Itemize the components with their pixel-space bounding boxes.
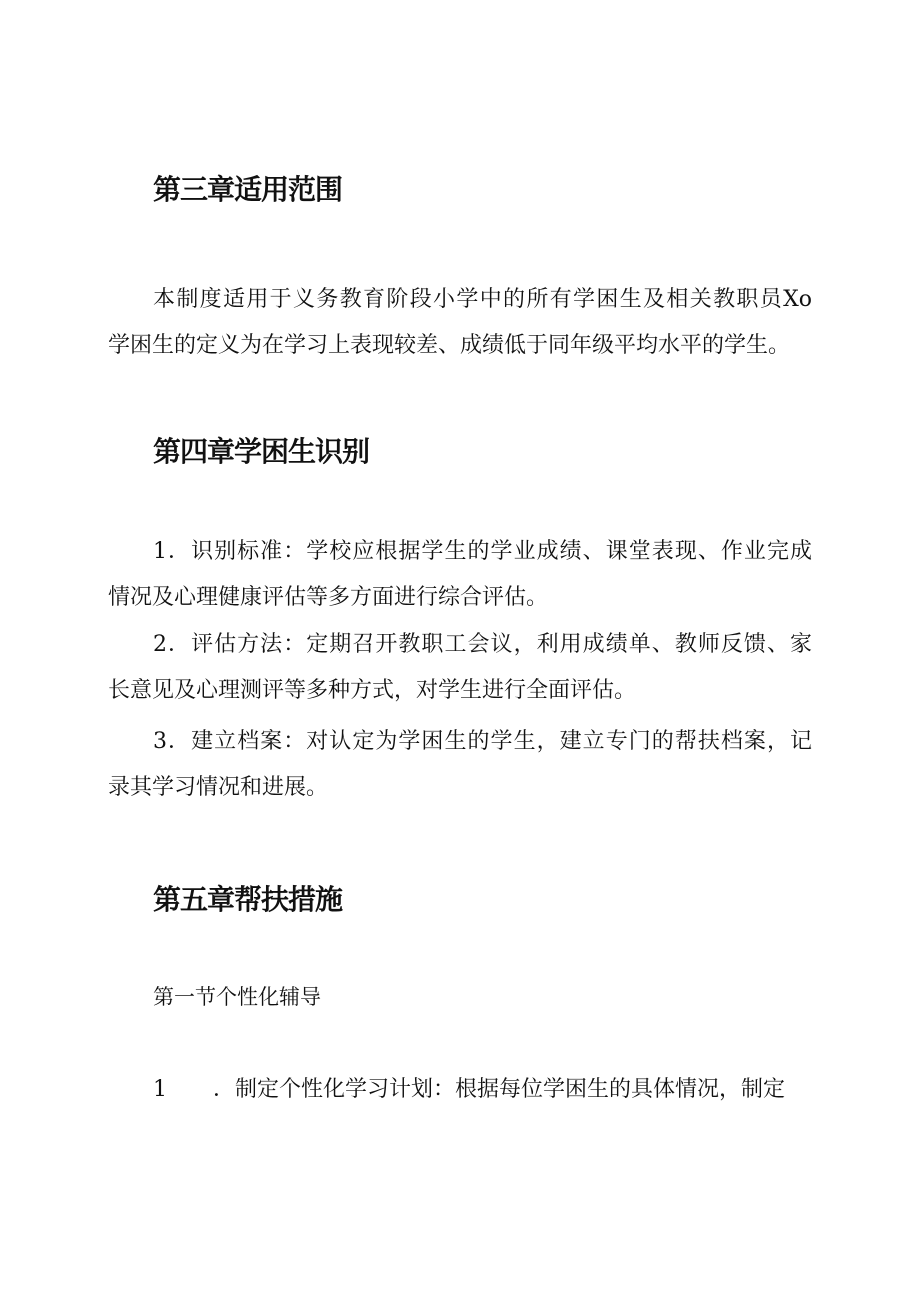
paragraph-line: 本制度适用于义务教育阶段小学中的所有学困生及相关教职员Xo	[153, 287, 812, 312]
list-item-line: 1．识别标准：学校应根据学生的学业成绩、课堂表现、作业完成	[153, 539, 812, 564]
list-item-line: 3．建立档案：对认定为学困生的学生，建立专门的帮扶档案，记	[153, 729, 812, 754]
chapter-3-paragraph	[108, 277, 812, 369]
list-item-line: 长意见及心理测评等多种方式，对学生进行全面评估。	[108, 678, 637, 703]
chapter-4-item-2	[108, 622, 812, 714]
item-text: ．制定个性化学习计划：根据每位学困生的具体情况，制定	[213, 1077, 786, 1102]
section-1-item-1	[153, 1075, 812, 1105]
item-number: 1	[153, 1077, 167, 1102]
list-item-line: 情况及心理健康评估等多方面进行综合评估。	[108, 585, 549, 610]
list-item-line: 录其学习情况和进展。	[108, 775, 329, 800]
paragraph-line: 学困生的定义为在学习上表现较差、成绩低于同年级平均水平的学生。	[108, 333, 791, 358]
chapter-3-title: 第三章适用范围	[153, 173, 343, 206]
chapter-4-item-3	[108, 719, 812, 811]
list-item-line: 2．评估方法：定期召开教职工会议，利用成绩单、教师反馈、家	[153, 632, 812, 657]
section-1-title: 第一节个性化辅导	[153, 985, 321, 1009]
chapter-4-title: 第四章学困生识别	[153, 435, 370, 468]
chapter-4-item-1	[108, 529, 812, 621]
chapter-5-title: 第五章帮扶措施	[153, 883, 343, 916]
